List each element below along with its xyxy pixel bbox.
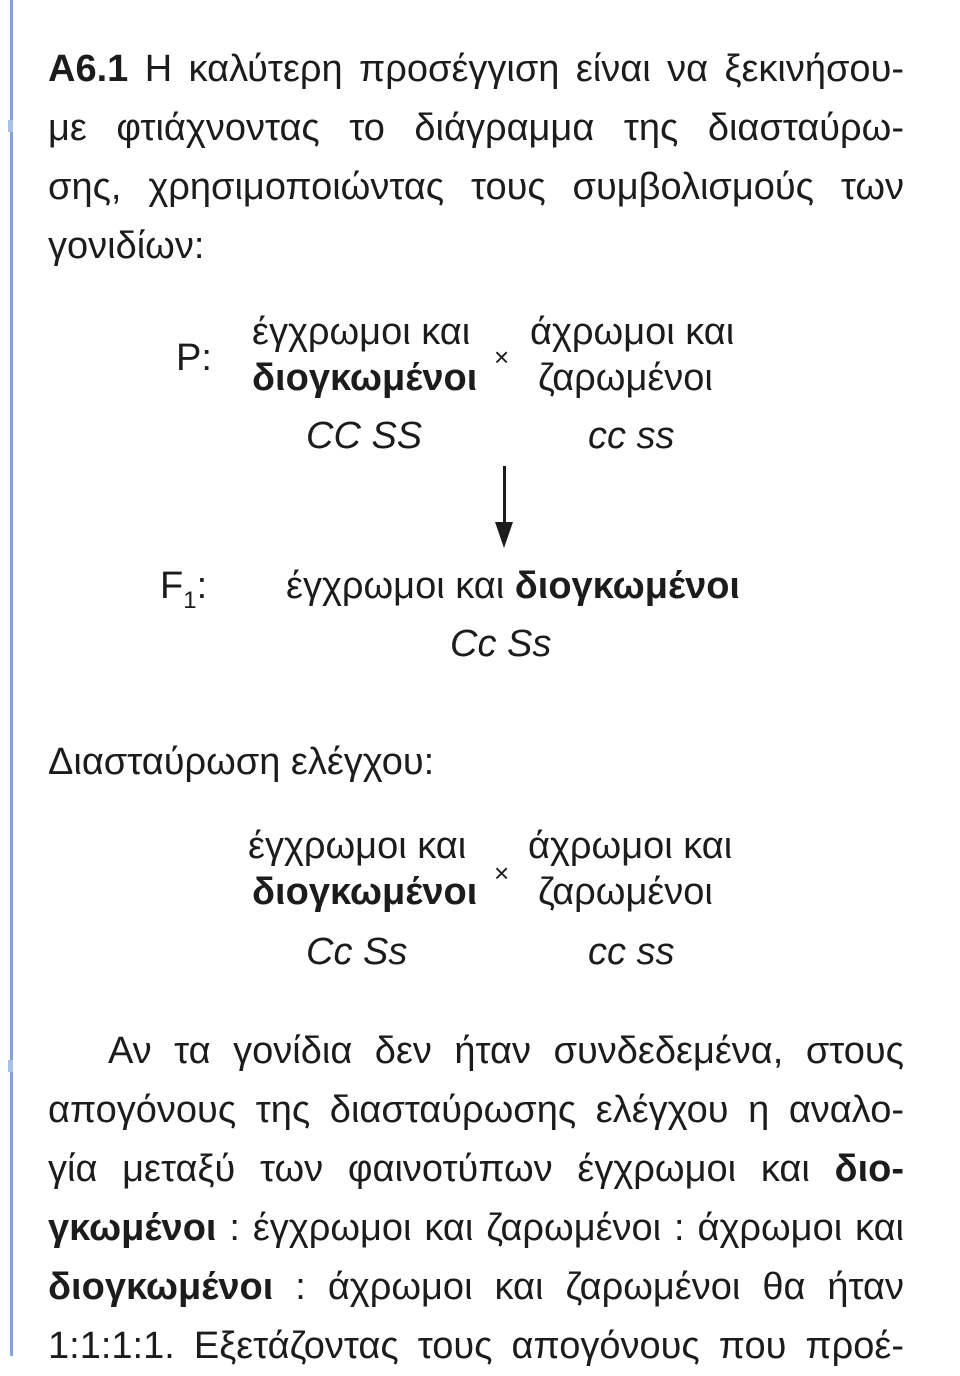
test-left-phenotype-line1: έγχρωμοι και <box>248 825 467 867</box>
test-right-phenotype-line1: άχρωμοι και <box>528 825 733 867</box>
p-right-phenotype-line1: άχρωμοι και <box>530 311 735 353</box>
down-arrow-icon <box>503 466 506 526</box>
intro-line: σης, χρησιμοποιώντας τους συμβολισμούς των <box>48 166 904 208</box>
conclusion-text: γία μεταξύ των φαινοτύπων έγχρωμοι και <box>48 1148 835 1190</box>
conclusion-paragraph <box>48 1022 904 1376</box>
f1-generation-label <box>160 564 207 613</box>
test-cross-heading: Διασταύρωση ελέγχου: <box>48 741 435 783</box>
conclusion-bold: διο- <box>834 1148 904 1190</box>
p-right-phenotype-line2: ζαρωμένοι <box>538 357 713 399</box>
intro-line <box>48 40 904 99</box>
p-cross-symbol: × <box>494 342 510 372</box>
conclusion-text: : άχρωμοι και ζαρωμένοι θα ήταν <box>273 1266 904 1308</box>
f1-phenotype-bold: διογκωμένοι <box>514 565 740 607</box>
conclusion-text: : έγχρωμοι και ζαρωμένοι : άχρωμοι και <box>216 1207 904 1249</box>
intro-line: με φτιάχνοντας το διάγραμμα της διασταύρω- <box>48 107 904 149</box>
intro-line: γονιδίων: <box>48 225 205 267</box>
page-edge-mark <box>8 1060 13 1072</box>
p-right-genotype: cc ss <box>588 415 675 457</box>
f1-label-letter: F <box>160 565 184 607</box>
conclusion-line: Αν τα γονίδια δεν ήταν συνδεδεμένα, στους <box>108 1030 904 1072</box>
conclusion-bold: γκωμένοι <box>48 1207 217 1249</box>
conclusion-line: απογόνους της διασταύρωσης ελέγχου η αναλο- <box>48 1089 904 1131</box>
p-generation-label: P: <box>176 337 212 379</box>
test-left-genotype: Cc Ss <box>306 931 408 973</box>
f1-label-subscript: 1 <box>183 587 197 614</box>
f1-label-colon: : <box>196 565 208 607</box>
test-right-phenotype-line2: ζαρωμένοι <box>538 871 713 913</box>
p-left-genotype: CC SS <box>306 415 423 457</box>
answer-label: A6.1 <box>48 48 129 90</box>
arrowhead-icon <box>495 522 513 548</box>
intro-text: Η καλύτερη προσέγγιση είναι να ξεκινήσου- <box>144 48 904 90</box>
page-edge-line <box>10 0 13 1356</box>
p-left-phenotype-line2: διογκωμένοι <box>252 357 478 399</box>
intro-paragraph <box>48 40 904 276</box>
f1-genotype: Cc Ss <box>450 623 552 665</box>
p-left-phenotype-line1: έγχρωμοι και <box>252 311 471 353</box>
f1-phenotype-text: έγχρωμοι και <box>286 565 515 607</box>
conclusion-line: 1:1:1:1. Εξετάζοντας τους απογόνους που προέ- <box>48 1325 904 1367</box>
conclusion-line <box>48 1140 904 1199</box>
test-cross-symbol: × <box>494 858 510 888</box>
conclusion-line <box>48 1258 904 1317</box>
conclusion-line <box>48 1199 904 1258</box>
f1-phenotype <box>286 564 740 608</box>
test-right-genotype: cc ss <box>588 931 675 973</box>
conclusion-bold: διογκωμένοι <box>48 1266 274 1308</box>
test-left-phenotype-line2: διογκωμένοι <box>252 871 478 913</box>
page-edge-mark <box>8 120 13 132</box>
